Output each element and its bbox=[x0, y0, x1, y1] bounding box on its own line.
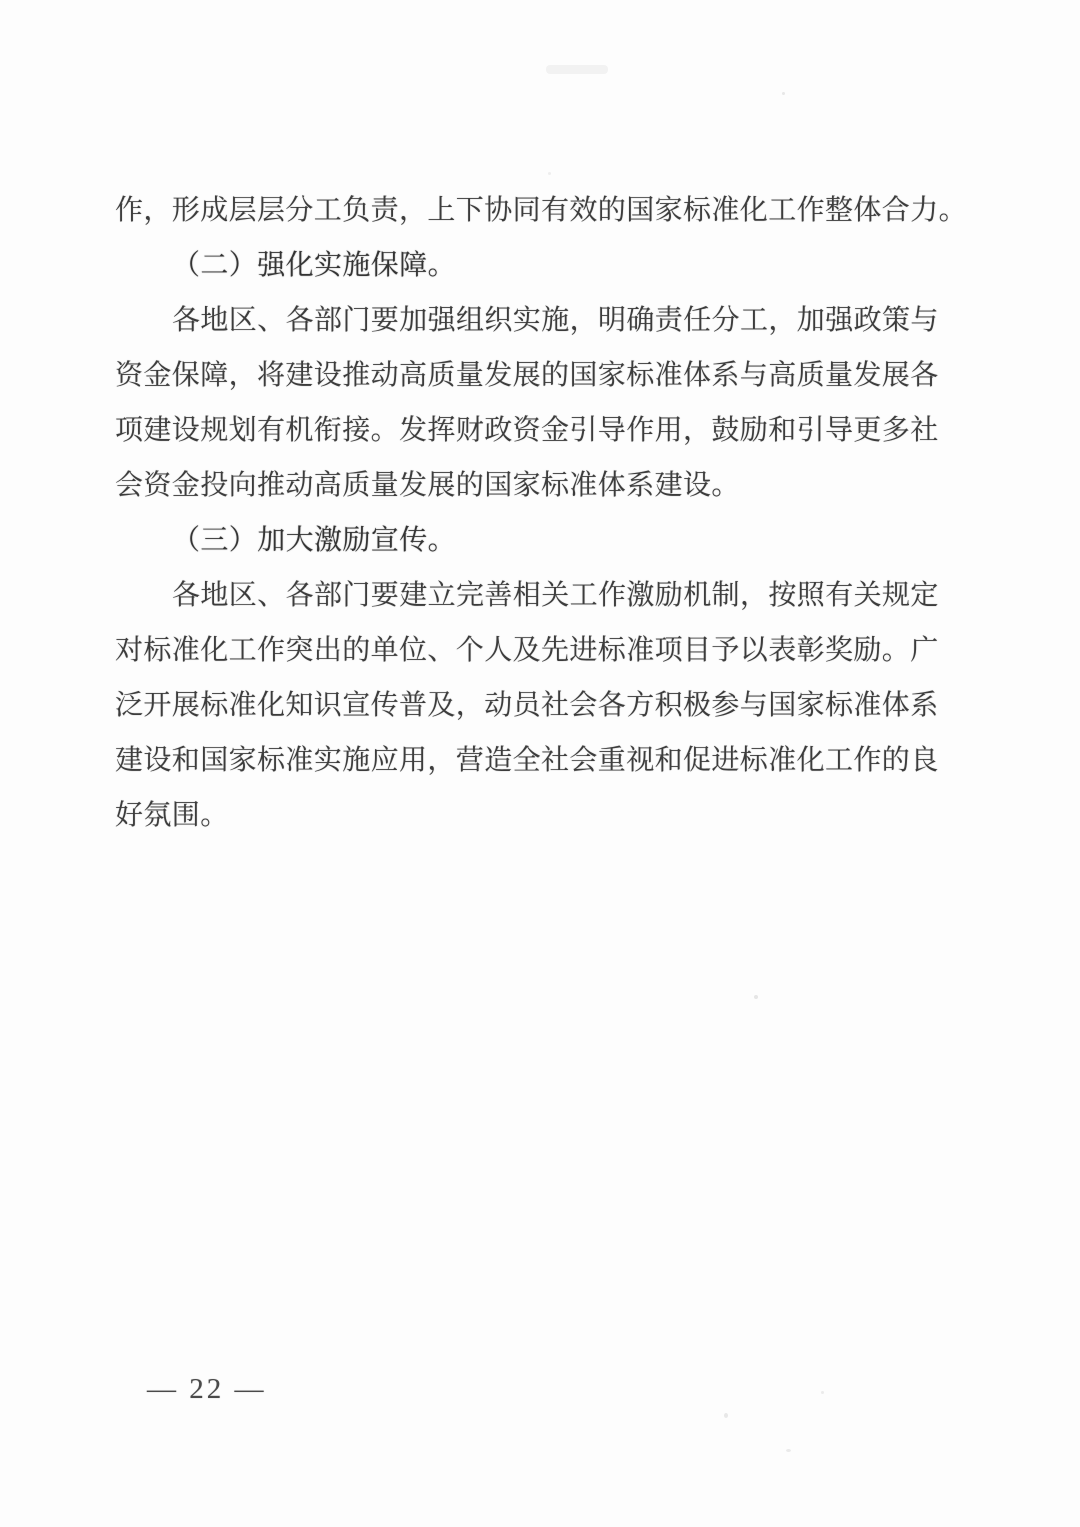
body-line-continuation: 作，形成层层分工负责，上下协同有效的国家标准化工作整体合力。 bbox=[115, 195, 968, 226]
scan-artifact bbox=[782, 92, 785, 95]
body-line: 资金保障，将建设推动高质量发展的国家标准体系与高质量发展各 bbox=[115, 360, 939, 391]
section-heading-2: （二）强化实施保障。 bbox=[172, 250, 457, 281]
body-line: 各地区、各部门要加强组织实施，明确责任分工，加强政策与 bbox=[172, 305, 939, 336]
body-line: 对标准化工作突出的单位、个人及先进标准项目予以表彰奖励。广 bbox=[115, 635, 939, 666]
scan-artifact bbox=[754, 995, 758, 999]
scan-artifact bbox=[546, 65, 608, 74]
scan-artifact bbox=[821, 1391, 824, 1394]
body-line: 建设和国家标准实施应用，营造全社会重视和促进标准化工作的良 bbox=[115, 745, 939, 776]
scan-artifact bbox=[548, 172, 551, 175]
body-line: 各地区、各部门要建立完善相关工作激励机制，按照有关规定 bbox=[172, 580, 939, 611]
page-footer bbox=[147, 1369, 267, 1409]
body-line: 项建设规划有机衔接。发挥财政资金引导作用，鼓励和引导更多社 bbox=[115, 415, 939, 446]
section-heading-3: （三）加大激励宣传。 bbox=[172, 525, 457, 556]
body-line: 会资金投向推动高质量发展的国家标准体系建设。 bbox=[115, 470, 740, 501]
body-line: 泛开展标准化知识宣传普及，动员社会各方积极参与国家标准体系 bbox=[115, 690, 939, 721]
body-line: 好氛围。 bbox=[115, 800, 229, 831]
scan-artifact bbox=[786, 1449, 791, 1452]
page-number: — 22 — bbox=[147, 1373, 267, 1405]
scan-artifact bbox=[724, 1413, 728, 1418]
document-body bbox=[115, 183, 968, 843]
